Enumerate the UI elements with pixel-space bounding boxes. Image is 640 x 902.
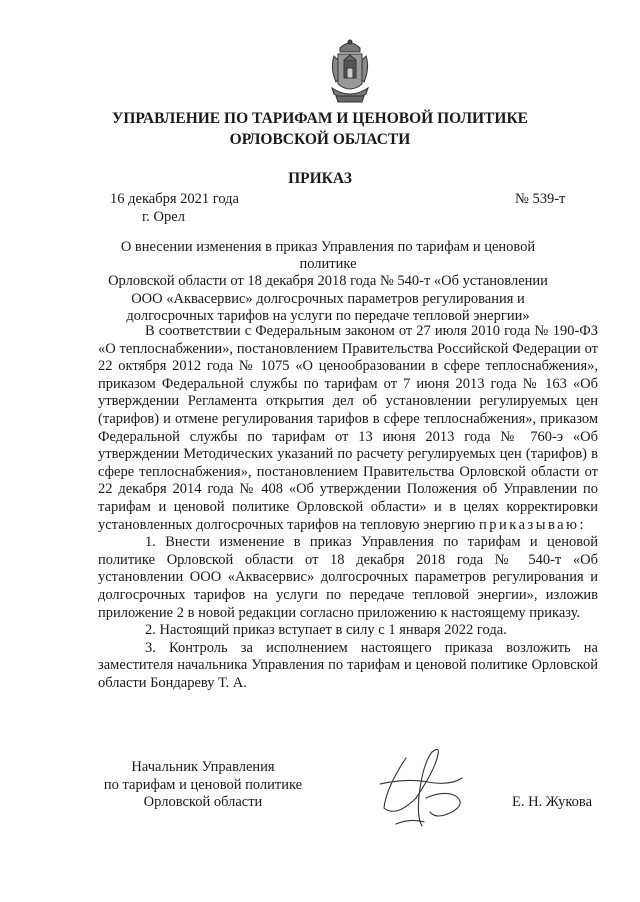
preamble-paragraph bbox=[98, 323, 598, 534]
order-item-2: 2. Настоящий приказ вступает в силу с 1 января 2022 года. bbox=[145, 622, 507, 639]
document-body bbox=[98, 323, 598, 692]
document-type: ПРИКАЗ bbox=[288, 170, 352, 187]
coat-of-arms-icon bbox=[326, 38, 374, 106]
signatory-title-line-3: Орловской области bbox=[143, 794, 263, 811]
signatory-title bbox=[92, 759, 314, 812]
preamble-text: В соответствии с Федеральным законом от 27 июля 2010 года № 190-ФЗ «О теплоснабжении», постановлением Правительства Российской Федерации от 22 октября 2012 года № 1075 «О ценообразовании в сфере теплоснабжения», приказом Федеральной службы по тарифам от 7 июня 2013 года № 163 «Об утверждении Регламента открытия дел об установлении регулируемых цен (тарифов) и отмене регулирования тарифов в сфере теплоснабжения», приказом Федеральной службы по тарифам от 13 июня 2013 года № 760-э «Об утверждении Методических указаний по расчету регулируемых цен (тарифов) в сфере теплоснабжения», постановлением Правительства Орловской области от 22 декабря 2014 года № 408 «Об утверждении Положения об Управлении по тарифам и ценовой политике Орловской области» и в целях корректировки установленных долгосрочных тарифов на тепловую энергию bbox=[98, 323, 598, 533]
order-word: приказываю: bbox=[479, 516, 586, 533]
organization-line-2: ОРЛОВСКОЙ ОБЛАСТИ bbox=[229, 131, 411, 148]
organization-line-1: УПРАВЛЕНИЕ ПО ТАРИФАМ И ЦЕНОВОЙ ПОЛИТИКЕ bbox=[111, 110, 529, 127]
organization-name bbox=[60, 108, 580, 150]
document-number: № 539-т bbox=[515, 191, 566, 207]
subject-line: ООО «Аквасервис» долгосрочных параметров регулирования и bbox=[131, 290, 525, 307]
subject-line: долгосрочных тарифов на услуги по передаче тепловой энергии» bbox=[126, 307, 530, 324]
signatory-name: Е. Н. Жукова bbox=[512, 794, 593, 810]
document-subject bbox=[98, 239, 558, 325]
signatory-title-line-1: Начальник Управления bbox=[131, 759, 275, 775]
subject-line: О внесении изменения в приказ Управления по тарифам и ценовой политике bbox=[120, 239, 536, 273]
order-item-1: 1. Внести изменение в приказ Управления по тарифам и ценовой политике Орловской области от 18 декабря 2018 года № 540-т «Об установлении ООО «Аквасервис» долгосрочных параметров регулирования и долгосрочных тарифов на услуги по передаче тепловой энергии», изложив приложение 2 в новой редакции согласно приложению к настоящему приказу. bbox=[98, 534, 598, 621]
document-city: г. Орел bbox=[142, 209, 185, 225]
subject-line: Орловской области от 18 декабря 2018 года № 540-т «Об установлении bbox=[108, 273, 548, 290]
handwritten-signature-icon bbox=[366, 738, 476, 834]
order-item-3: 3. Контроль за исполнением настоящего приказа возложить на заместителя начальника Управления по тарифам и ценовой политике Орловской области Бондареву Т. А. bbox=[98, 639, 598, 691]
document-date: 16 декабря 2021 года bbox=[110, 191, 239, 207]
signatory-title-line-2: по тарифам и ценовой политике bbox=[103, 776, 303, 793]
